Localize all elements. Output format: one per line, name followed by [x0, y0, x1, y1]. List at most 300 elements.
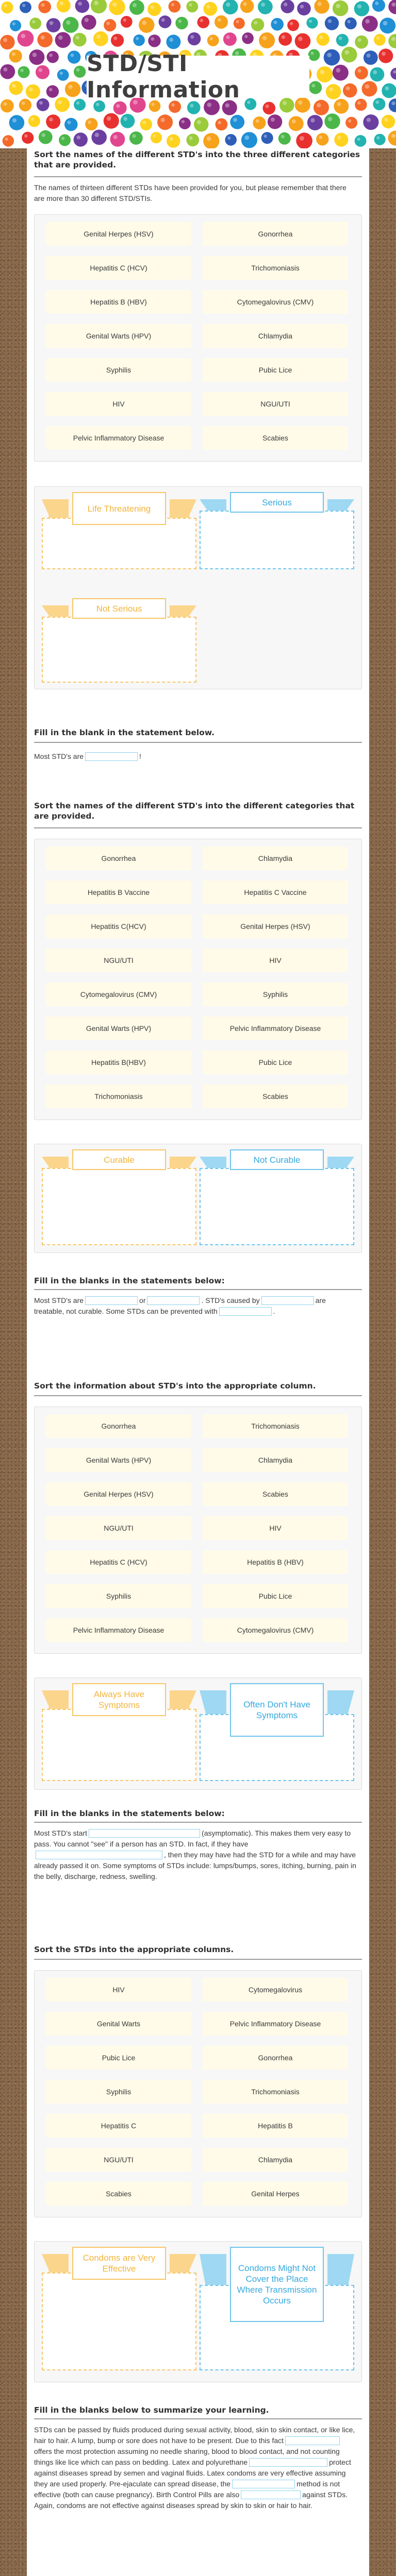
- confetti-dot-highlight: [136, 37, 139, 40]
- confetti-dot: [46, 114, 60, 129]
- confetti-dot: [197, 16, 210, 28]
- confetti-dot: [374, 34, 386, 46]
- section-divider: [34, 1822, 362, 1823]
- confetti-dot-highlight: [218, 121, 222, 125]
- confetti-dot-highlight: [70, 54, 74, 57]
- confetti-dot-highlight: [298, 37, 303, 41]
- confetti-dot-highlight: [292, 120, 296, 124]
- confetti-dot-highlight: [226, 3, 230, 7]
- draggable-chip[interactable]: Cytomegalovirus (CMV): [203, 1618, 348, 1642]
- confetti-dot-highlight: [88, 121, 91, 124]
- confetti-dot-highlight: [382, 52, 386, 56]
- bin-label: Condoms Might Not Cover the Place Where Transmission Occurs: [230, 2247, 324, 2322]
- draggable-chip[interactable]: Genital Warts (HPV): [46, 324, 191, 348]
- draggable-chip[interactable]: Syphilis: [203, 982, 348, 1006]
- confetti-dot-highlight: [20, 69, 24, 72]
- confetti-dot: [289, 116, 304, 131]
- confetti-dot-highlight: [365, 19, 370, 24]
- draggable-chip[interactable]: NGU/UTI: [46, 948, 191, 972]
- confetti-dot: [306, 17, 318, 28]
- confetti-dot: [390, 68, 396, 80]
- confetti-dot: [334, 133, 348, 147]
- confetti-dot-highlight: [309, 20, 312, 23]
- draggable-chip[interactable]: Hepatitis B (HBV): [46, 290, 191, 314]
- drop-zone[interactable]: [42, 1709, 196, 1781]
- confetti-dot-highlight: [21, 33, 25, 38]
- confetti-dot: [47, 51, 59, 63]
- draggable-chip[interactable]: Cytomegalovirus (CMV): [46, 982, 191, 1006]
- header-banner: [0, 0, 396, 148]
- confetti-dot: [341, 47, 357, 62]
- confetti-dot: [333, 65, 349, 81]
- confetti-dot: [110, 132, 125, 147]
- draggable-chip[interactable]: HIV: [203, 948, 348, 972]
- confetti-dot: [309, 81, 322, 94]
- confetti-dot-highlight: [182, 120, 185, 123]
- confetti-dot: [362, 16, 378, 32]
- confetti-dot-highlight: [151, 103, 154, 106]
- confetti-dot: [0, 64, 15, 79]
- confetti-dot: [9, 49, 22, 62]
- confetti-dot-highlight: [328, 19, 332, 23]
- confetti-dot-highlight: [116, 104, 120, 108]
- confetti-dot-highlight: [161, 18, 165, 22]
- section4-paragraph: Most STD's are or . STD's caused by are treatable, not curable. Some STDs can be prevented with .: [34, 1296, 326, 1315]
- draggable-chip[interactable]: Scabies: [46, 2182, 191, 2206]
- confetti-dot: [271, 18, 284, 31]
- confetti-dot: [240, 0, 254, 13]
- draggable-chip[interactable]: Chlamydia: [203, 2148, 348, 2172]
- confetti-dot-highlight: [22, 4, 25, 7]
- confetti-dot: [157, 114, 173, 130]
- draggable-chip[interactable]: Gonorrhea: [203, 2046, 348, 2070]
- drop-zone[interactable]: [42, 518, 196, 569]
- confetti-dot-highlight: [200, 19, 204, 22]
- confetti-dot-highlight: [170, 137, 173, 141]
- confetti-dot-highlight: [5, 138, 8, 141]
- confetti-dot: [104, 113, 119, 129]
- draggable-chip[interactable]: Hepatitis C: [46, 2114, 191, 2138]
- confetti-dot-highlight: [373, 70, 377, 74]
- section1-intro: The names of thirteen different STDs have been provided for you, but please remember that there are more than 30 different STD/STIs.: [34, 183, 346, 202]
- confetti-dot-highlight: [32, 53, 37, 57]
- confetti-dot: [63, 17, 79, 33]
- confetti-dot-highlight: [151, 37, 154, 41]
- section-divider: [34, 827, 362, 828]
- draggable-chip[interactable]: Trichomoniasis: [203, 1414, 348, 1438]
- confetti-dot: [29, 49, 44, 65]
- confetti-dot-highlight: [160, 118, 164, 122]
- confetti-dot: [74, 66, 86, 78]
- blank-input[interactable]: [89, 1829, 200, 1838]
- draggable-chip[interactable]: Trichomoniasis: [46, 1084, 191, 1108]
- confetti-dot: [314, 100, 329, 115]
- confetti-dot: [373, 98, 385, 110]
- confetti-dot-highlight: [22, 101, 25, 105]
- draggable-chip[interactable]: Cytomegalovirus (CMV): [203, 290, 348, 314]
- confetti-dot-highlight: [96, 35, 101, 39]
- draggable-chip[interactable]: HIV: [46, 392, 191, 416]
- draggable-chip[interactable]: Hepatitis B (HBV): [203, 1550, 348, 1574]
- confetti-dot: [188, 32, 201, 45]
- confetti-dot: [75, 0, 90, 13]
- confetti-dot: [388, 131, 396, 146]
- confetti-dot: [3, 135, 14, 146]
- confetti-dot: [104, 19, 116, 31]
- confetti-dot-highlight: [271, 117, 275, 122]
- draggable-chip[interactable]: Hepatitis B Vaccine: [46, 880, 191, 904]
- draggable-chip[interactable]: Genital Herpes (HSV): [46, 222, 191, 246]
- confetti-dot-highlight: [290, 22, 293, 25]
- confetti-dot: [343, 83, 357, 98]
- confetti-dot-highlight: [348, 20, 351, 23]
- confetti-dot-highlight: [226, 36, 229, 39]
- confetti-dot-highlight: [207, 137, 211, 141]
- confetti-dot: [129, 0, 144, 15]
- confetti-dot: [259, 32, 275, 48]
- draggable-chip[interactable]: NGU/UTI: [46, 1516, 191, 1540]
- draggable-chip[interactable]: Pubic Lice: [203, 1584, 348, 1608]
- draggable-chip[interactable]: Gonorrhea: [46, 1414, 191, 1438]
- section-divider: [34, 1959, 362, 1960]
- confetti-dot: [28, 115, 40, 127]
- draggable-chip[interactable]: Pelvic Inflammatory Disease: [46, 426, 191, 450]
- confetti-dot-highlight: [24, 134, 28, 138]
- draggable-chip[interactable]: Genital Warts: [46, 2012, 191, 2036]
- confetti-dot-highlight: [61, 137, 64, 140]
- confetti-dot: [81, 15, 96, 30]
- draggable-chip[interactable]: Pubic Lice: [46, 2046, 191, 2070]
- confetti-dot-highlight: [339, 37, 342, 40]
- confetti-dot-highlight: [311, 84, 315, 88]
- confetti-dot-highlight: [123, 19, 126, 22]
- confetti-dot: [159, 15, 172, 28]
- confetti-dot-highlight: [256, 119, 259, 123]
- confetti-dot: [388, 34, 396, 48]
- confetti-dot: [355, 36, 368, 49]
- blank-input[interactable]: [219, 1307, 272, 1316]
- confetti-dot-highlight: [31, 117, 34, 121]
- confetti-dot: [46, 18, 61, 32]
- section6-paragraph: Most STD's start (asymptomatic). This makes them very easy to pass. You cannot "see" if a person has an STD. In fact, if they have, then they may have had the STD for a while and may have already passed it on. Some symptoms of STDs include: lumps/bumps, sores, itching, burning, pain in the belly, discharge, redness, swelling.: [34, 1829, 356, 1880]
- bin-label: Serious: [230, 492, 324, 513]
- draggable-chip[interactable]: Genital Warts (HPV): [46, 1016, 191, 1040]
- confetti-dot: [307, 115, 323, 130]
- confetti-dot-highlight: [76, 36, 79, 39]
- confetti-dot: [55, 97, 70, 112]
- draggable-chip[interactable]: Pelvic Inflammatory Disease: [203, 1016, 348, 1040]
- draggable-chip[interactable]: Hepatitis C (HCV): [46, 1550, 191, 1574]
- blank-input[interactable]: [241, 2490, 301, 2499]
- draggable-chip[interactable]: NGU/UTI: [203, 392, 348, 416]
- confetti-dot-highlight: [94, 1, 98, 5]
- confetti-dot-highlight: [76, 68, 80, 72]
- confetti-dot-highlight: [123, 117, 127, 121]
- section5-heading: Sort the information about STD's into the appropriate column.: [34, 1381, 316, 1391]
- confetti-dot-highlight: [281, 135, 285, 139]
- confetti-dot: [382, 83, 396, 98]
- confetti-dot-highlight: [3, 67, 7, 72]
- confetti-dot-highlight: [236, 20, 239, 23]
- confetti-dot: [65, 81, 80, 97]
- section2-sentence: Most STD's are !: [34, 752, 141, 760]
- confetti-dot-highlight: [328, 117, 333, 122]
- confetti-dot-highlight: [59, 2, 63, 6]
- confetti-dot-highlight: [376, 136, 380, 139]
- draggable-chip[interactable]: Hepatitis C (HCV): [46, 256, 191, 280]
- confetti-dot-highlight: [113, 37, 117, 40]
- draggable-chip[interactable]: Scabies: [203, 1084, 348, 1108]
- confetti-dot-highlight: [336, 68, 341, 73]
- confetti-dot-highlight: [78, 2, 82, 6]
- section6-heading: Fill in the blanks in the statements below:: [34, 1809, 225, 1818]
- confetti-dot: [308, 49, 320, 61]
- confetti-dot: [91, 130, 107, 145]
- draggable-chip[interactable]: Hepatitis B: [203, 2114, 348, 2138]
- confetti-dot-highlight: [376, 37, 380, 40]
- confetti-dot: [0, 35, 14, 49]
- confetti-dot: [363, 114, 378, 130]
- confetti-dot: [10, 20, 21, 31]
- confetti-dot-highlight: [218, 18, 221, 22]
- confetti-dot-highlight: [190, 104, 193, 108]
- confetti-dot-highlight: [261, 3, 265, 7]
- confetti-dot: [93, 31, 108, 46]
- draggable-chip[interactable]: Genital Herpes (HSV): [46, 1482, 191, 1506]
- blank-input[interactable]: [85, 1296, 138, 1305]
- confetti-dot: [121, 114, 135, 128]
- confetti-dot: [374, 134, 386, 145]
- confetti-dot-highlight: [329, 87, 333, 91]
- confetti-dot: [1, 2, 13, 13]
- bin-label: Often Don't Have Symptoms: [230, 1683, 324, 1737]
- confetti-dot: [68, 50, 80, 63]
- confetti-dot-highlight: [85, 18, 89, 22]
- title-box: [87, 50, 309, 103]
- draggable-chip[interactable]: Chlamydia: [203, 846, 348, 870]
- draggable-chip[interactable]: Syphilis: [46, 2080, 191, 2104]
- confetti-dot: [354, 1, 369, 16]
- confetti-dot: [242, 32, 254, 44]
- blank-input[interactable]: [285, 2436, 340, 2445]
- confetti-dot: [29, 18, 41, 29]
- confetti-dot: [317, 66, 333, 82]
- drop-zone[interactable]: [42, 617, 196, 683]
- confetti-dot: [111, 34, 124, 47]
- section2-heading: Fill in the blank in the statement below.: [34, 728, 215, 737]
- confetti-dot: [1, 99, 14, 113]
- confetti-dot: [278, 132, 291, 145]
- confetti-dot: [74, 132, 88, 146]
- confetti-dot-highlight: [210, 37, 213, 40]
- confetti-dot: [9, 81, 23, 95]
- section8-heading: Fill in the blanks below to summarize your learning.: [34, 2405, 269, 2415]
- confetti-dot-highlight: [233, 118, 237, 122]
- confetti-dot: [216, 118, 228, 131]
- confetti-dot-highlight: [337, 102, 341, 106]
- confetti-dot: [37, 32, 53, 47]
- confetti-dot-highlight: [41, 36, 45, 40]
- confetti-dot-highlight: [67, 121, 71, 124]
- confetti-dot-highlight: [266, 105, 269, 108]
- confetti-dot: [166, 35, 180, 49]
- blank-input[interactable]: [232, 2480, 295, 2488]
- confetti-dot-highlight: [262, 36, 267, 41]
- confetti-dot-highlight: [12, 84, 16, 88]
- section4-heading: Fill in the blanks in the statements below:: [34, 1276, 225, 1285]
- confetti-dot-highlight: [39, 101, 43, 105]
- confetti-dot-highlight: [383, 21, 388, 26]
- confetti-dot-highlight: [357, 101, 361, 105]
- draggable-chip[interactable]: Chlamydia: [203, 1448, 348, 1472]
- confetti-dot: [355, 99, 367, 111]
- confetti-dot-highlight: [385, 87, 389, 91]
- confetti-dot: [207, 35, 219, 46]
- section-divider: [34, 1289, 362, 1290]
- confetti-dot-highlight: [197, 120, 201, 124]
- confetti-dot: [203, 133, 219, 148]
- confetti-dot-highlight: [39, 68, 43, 72]
- confetti-dot-highlight: [310, 118, 315, 122]
- confetti-dot-highlight: [319, 36, 323, 39]
- confetti-dot: [241, 132, 257, 148]
- confetti-dot: [223, 0, 238, 14]
- confetti-dot-highlight: [41, 3, 45, 7]
- confetti-dot: [382, 115, 395, 128]
- draggable-chip[interactable]: Genital Herpes: [203, 2182, 348, 2206]
- confetti-dot: [59, 134, 71, 146]
- bin-label: Always Have Symptoms: [72, 1683, 166, 1716]
- blank-input[interactable]: [147, 1296, 200, 1305]
- draggable-chip[interactable]: Scabies: [203, 1482, 348, 1506]
- confetti-dot: [57, 0, 71, 12]
- confetti-dot-highlight: [320, 70, 325, 74]
- draggable-chip[interactable]: Hepatitis C(HCV): [46, 914, 191, 938]
- confetti-dot: [287, 20, 299, 31]
- section-divider: [34, 1395, 362, 1396]
- confetti-dot-highlight: [227, 137, 230, 140]
- confetti-dot: [151, 132, 162, 143]
- confetti-dot-highlight: [391, 101, 395, 105]
- draggable-chip[interactable]: Trichomoniasis: [203, 256, 348, 280]
- draggable-chip[interactable]: Gonorrhea: [46, 846, 191, 870]
- confetti-dot-highlight: [49, 54, 53, 57]
- section1-heading: Sort the names of the different STD's into the three different categories that are provided.: [34, 150, 360, 170]
- section1-word-bank: [34, 214, 362, 462]
- draggable-chip[interactable]: Trichomoniasis: [203, 2080, 348, 2104]
- confetti-dot-highlight: [151, 5, 154, 9]
- draggable-chip[interactable]: Syphilis: [46, 358, 191, 382]
- confetti-dot: [121, 16, 133, 28]
- confetti-dot: [296, 132, 312, 148]
- confetti-dot: [64, 118, 78, 131]
- confetti-dot-highlight: [42, 133, 45, 137]
- draggable-chip[interactable]: Hepatitis C Vaccine: [203, 880, 348, 904]
- confetti-dot-highlight: [133, 3, 137, 7]
- blank-input[interactable]: [85, 752, 138, 761]
- draggable-chip[interactable]: Cytomegalovirus: [203, 1978, 348, 2002]
- confetti-dot: [388, 0, 396, 14]
- confetti-dot: [18, 66, 30, 78]
- draggable-chip[interactable]: Pelvic Inflammatory Disease: [46, 1618, 191, 1642]
- draggable-chip[interactable]: Pelvic Inflammatory Disease: [203, 2012, 348, 2036]
- blank-input[interactable]: [36, 1851, 162, 1859]
- section1-bins-area: [34, 486, 362, 689]
- confetti-dot: [345, 117, 357, 129]
- confetti-dot: [364, 50, 378, 65]
- confetti-dot: [186, 133, 199, 146]
- confetti-dot-highlight: [367, 54, 371, 58]
- confetti-dot-highlight: [50, 21, 54, 25]
- confetti-dot: [334, 99, 349, 114]
- confetti-dot-highlight: [189, 137, 193, 140]
- confetti-dot-highlight: [318, 2, 322, 6]
- draggable-chip[interactable]: Syphilis: [46, 1584, 191, 1608]
- drop-zone[interactable]: [42, 2273, 196, 2370]
- confetti-dot: [355, 135, 367, 147]
- confetti-dot-highlight: [60, 72, 63, 75]
- confetti-dot: [295, 33, 311, 49]
- confetti-dot: [355, 66, 368, 79]
- draggable-chip[interactable]: HIV: [46, 1978, 191, 2002]
- confetti-dot: [85, 118, 97, 130]
- draggable-chip[interactable]: Genital Herpes (HSV): [203, 914, 348, 938]
- confetti-dot-highlight: [391, 134, 395, 138]
- confetti-dot: [268, 114, 282, 129]
- draggable-chip[interactable]: Chlamydia: [203, 324, 348, 348]
- confetti-dot: [316, 133, 328, 145]
- confetti-dot: [280, 0, 294, 13]
- drop-zone[interactable]: [200, 511, 354, 569]
- draggable-chip[interactable]: Scabies: [203, 426, 348, 450]
- confetti-dot-highlight: [12, 118, 16, 123]
- confetti-dot: [38, 1, 51, 13]
- blank-input[interactable]: [261, 1296, 314, 1305]
- confetti-dot-highlight: [358, 69, 361, 73]
- confetti-dot-highlight: [58, 100, 62, 105]
- confetti-dot-highlight: [358, 38, 361, 42]
- confetti-dot-highlight: [225, 104, 229, 108]
- blank-input[interactable]: [249, 2458, 327, 2467]
- confetti-dot-highlight: [327, 53, 332, 57]
- section7-word-bank: [34, 1970, 362, 2217]
- draggable-chip[interactable]: NGU/UTI: [46, 2148, 191, 2172]
- confetti-dot-highlight: [66, 20, 71, 25]
- drop-zone[interactable]: [200, 1168, 354, 1245]
- draggable-chip[interactable]: Pubic Lice: [203, 1050, 348, 1074]
- draggable-chip[interactable]: Pubic Lice: [203, 358, 348, 382]
- confetti-dot: [378, 48, 393, 63]
- drop-zone[interactable]: [42, 1168, 196, 1245]
- draggable-chip[interactable]: Genital Warts (HPV): [46, 1448, 191, 1472]
- draggable-chip[interactable]: Gonorrhea: [203, 222, 348, 246]
- section8-paragraph: STDs can be passed by fluids produced during sexual activity, blood, skin to skin contact, or like lice, hair to hair. A lump, bump or sore does not have to be present. Due to this factoffers the most protection assuming no needle sharing, blood to blood contact, and not counting things like lice which can pass on bedding. Latex and polyurethane protect against diseases spread by semen and vaginal fluids. Latex condoms are very effective assuming they are used properly. Pre-ejaculate can spread disease, the method is not effective (both can cause pregnancy). Birth Control Pills are also against STDs. Again, condoms are not effective against diseases spread by skin to skin or hair to hair.: [34, 2426, 355, 2510]
- confetti-dot-highlight: [367, 118, 371, 122]
- confetti-dot-highlight: [171, 103, 175, 107]
- page-title: STD/STI Information: [87, 50, 240, 103]
- draggable-chip[interactable]: Hepatitis B(HBV): [46, 1050, 191, 1074]
- confetti-dot: [370, 67, 385, 82]
- confetti-dot: [389, 98, 396, 112]
- confetti-dot-highlight: [3, 102, 7, 106]
- draggable-chip[interactable]: HIV: [203, 1516, 348, 1540]
- confetti-dot-highlight: [391, 37, 395, 41]
- confetti-dot: [314, 0, 329, 14]
- confetti-dot-highlight: [190, 35, 194, 39]
- confetti-dot: [258, 0, 273, 14]
- confetti-dot-highlight: [365, 84, 369, 89]
- confetti-dot: [333, 1, 349, 16]
